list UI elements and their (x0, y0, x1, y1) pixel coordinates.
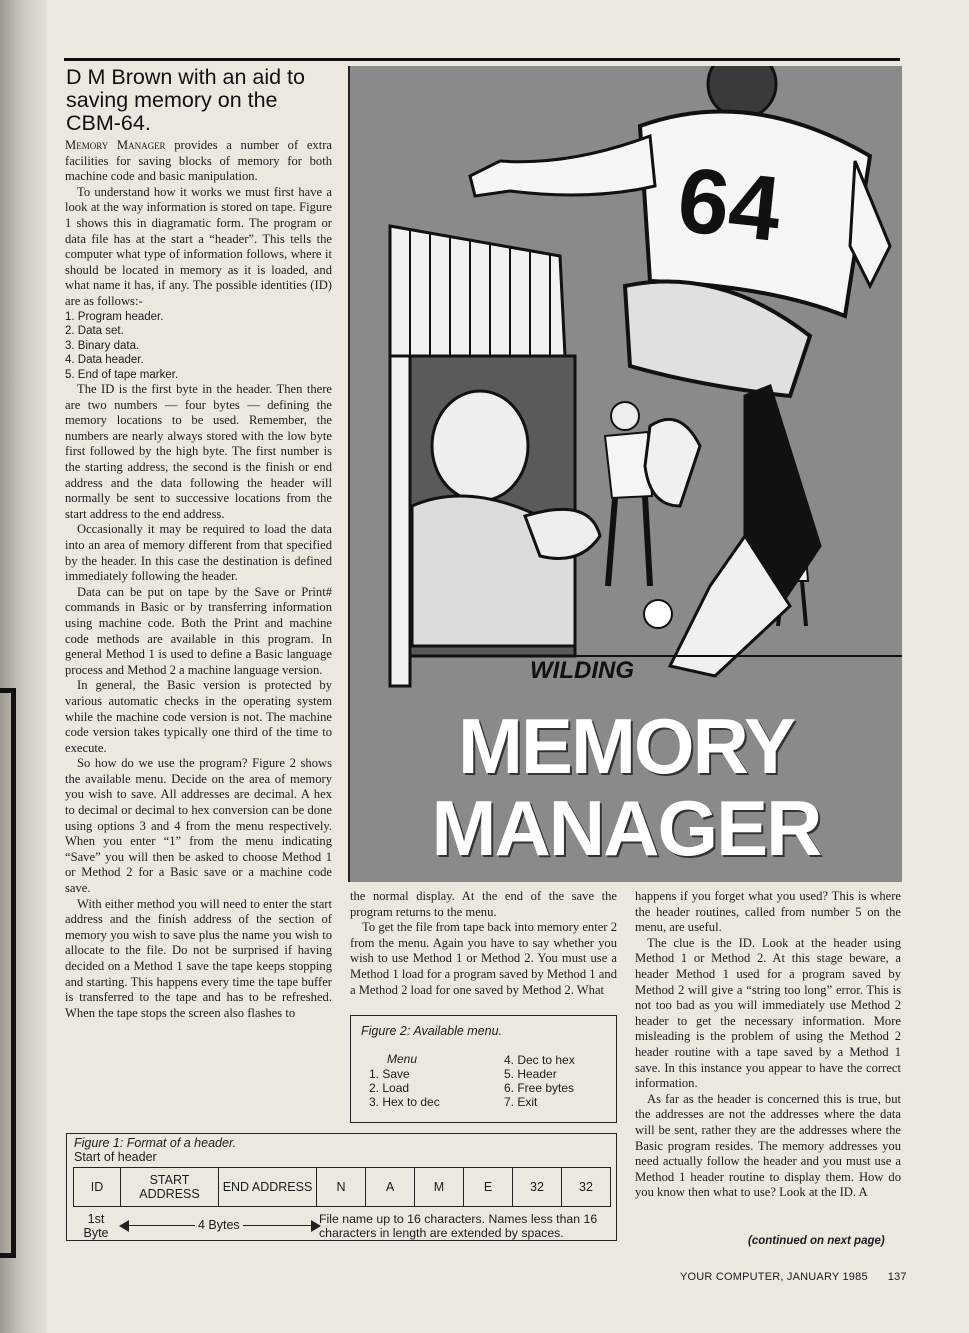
menu-item: 4. Dec to hex (504, 1053, 575, 1067)
menu-item: 3. Hex to dec (369, 1095, 440, 1109)
title-line-1: MEMORY (457, 702, 795, 790)
figure-2-menu (350, 1015, 617, 1123)
list-item: 1. Program header. (65, 310, 164, 323)
header-cell: N (317, 1168, 366, 1207)
adjacent-page-frame (0, 688, 16, 1258)
figure-subcaption: Start of header (74, 1150, 157, 1164)
header-cell: E (464, 1168, 513, 1207)
program-name: Memory Manager (65, 138, 166, 152)
headline: D M Brown with an aid to saving memory on the CBM-64. (66, 65, 305, 135)
menu-item: 2. Load (369, 1081, 410, 1095)
header-cell: END ADDRESS (219, 1168, 317, 1207)
header-cell: ID (74, 1168, 121, 1207)
title-line-2: MANAGER (431, 784, 821, 872)
figure-caption: Figure 1: Format of a header. (74, 1136, 237, 1150)
column-2 (350, 889, 617, 998)
paragraph: happens if you forget what you used? This is where the header routines, called from number 5 on the menu, are useful. (635, 889, 901, 935)
column-3 (635, 889, 901, 1201)
header-cell: M (415, 1168, 464, 1207)
artist-signature: WILDING (530, 657, 634, 684)
column-1 (65, 138, 332, 1021)
list-item: 3. Binary data. (65, 339, 140, 352)
publication-line: YOUR COMPUTER, JANUARY 1985 (680, 1271, 868, 1283)
list-item: 2. Data set. (65, 325, 124, 338)
paragraph: To get the file from tape back into memory enter 2 from the menu. Again you have to say whether you wish to use Method 1 or Method 2. You must use a Method 1 load for a program saved by Method 1 and a Method 2 load for one saved by Method 2. What (350, 920, 617, 997)
header-cell: A (366, 1168, 415, 1207)
list-item: 5. End of tape marker. (65, 368, 179, 381)
paragraph: To understand how it works we must first have a look at the way information is stored on tape. Figure 1 shows this in diagramatic form. The program or data file has at the start a “header”. This tells the computer what type of information follows, where it should be located in memory as it is loaded, and what name it has, if any. The possible identities (ID) are as follows:- (65, 184, 332, 308)
paragraph (65, 138, 332, 185)
arrow-left-icon (119, 1220, 129, 1232)
paragraph: Data can be put on tape by the Save or Print# commands in Basic or by transferring information using machine code. Both the Print and machine code methods are available in this program. In general Method 1 is used to define a Basic language process and Method 2 a machine language version. (65, 584, 332, 677)
paragraph: So how do we use the program? Figure 2 shows the available menu. Decide on the area of memory you wish to save. All addresses are decimal. A hex to decimal or decimal to hex conversion can be done using options 3 and 4 from the menu respectively. When you enter “1” from the menu indicating “Save” you will then be asked to choose Method 1 or Method 2 for a Basic save or a machine code save. (65, 756, 332, 896)
menu-heading: Menu (387, 1052, 418, 1066)
menu-item: 7. Exit (504, 1095, 538, 1109)
list-item: 4. Data header. (65, 354, 144, 367)
paragraph: the normal display. At the end of the save the program returns to the menu. (350, 889, 617, 919)
first-byte-label: 1st Byte (83, 1212, 109, 1240)
paragraph: In general, the Basic version is protected by various automatic checks in the operating system while the machine code version is not. The machine code version takes typically one third of the time to execute. (65, 678, 332, 755)
footballer-cartoon (350, 66, 902, 706)
header-cell: 32 (513, 1168, 562, 1207)
continued-note: (continued on next page) (748, 1235, 885, 1247)
top-rule (64, 58, 900, 61)
jersey-number: 64 (673, 148, 786, 261)
figure-caption: Figure 2: Available menu. (361, 1024, 503, 1038)
paragraph: With either method you will need to enter the start address and the finish address of the section of memory you wish to save plus the name you wish to allocate to the file. Do not be surprised if having decided on a Method 1 save the tape keeps stopping and starting. This happens every time the tape buffer is transferred to the tape and has to be refreshed. When the tape stops the screen also flashes to (65, 896, 332, 1020)
paragraph: As far as the header is concerned this is true, but the addresses are not the addresses where the data will be sent, rather they are the addresses where the Basic program resides. The memory addresses you need actually follow the header and you must use a Method 1 header routine to display them. How do you know then what to use? Look at the ID. A (635, 1091, 901, 1200)
menu-item: 5. Header (504, 1067, 557, 1081)
paragraph-text: provides a number of extra facilities for saving blocks of memory for both machine code and basic manipulation. (65, 138, 332, 184)
cartoon-illustration (348, 66, 902, 882)
id-list (65, 310, 332, 383)
four-bytes-label: 4 Bytes (195, 1218, 243, 1232)
page-number: 137 (887, 1271, 907, 1283)
paragraph: Occasionally it may be required to load the data into an area of memory different from that specified by the header. In this case the destination is defined immediately following the header. (65, 522, 332, 584)
menu-item: 6. Free bytes (504, 1081, 575, 1095)
paragraph: The ID is the first byte in the header. Then there are two numbers — four bytes — defining the memory locations to be used. Remember, the numbers are nearly always stored with the low byte first followed by the high byte. The first number is the starting address, the second is the finish or end address and the data following the header will normally be sent to successive locations from the start address to the end address. (65, 382, 332, 521)
figure-1-header-format (66, 1133, 617, 1241)
filename-note: File name up to 16 characters. Names less than 16 characters in length are extended by spaces. (319, 1212, 598, 1240)
header-cell: 32 (562, 1168, 611, 1207)
page-footer (680, 1271, 907, 1283)
header-cell: START ADDRESS (121, 1168, 219, 1207)
paragraph: The clue is the ID. Look at the header using Method 1 or Method 2. At this stage beware, a header Method 1 used for a program saved by Method 2 will give a “string too long” error. This is not too bad as you will immediately use Method 2 header to get the necessary information. More misleading is the problem of using the Method 2 header routine with a tape saved by a Method 1 save. In this instance you appear to have the correct information. (635, 935, 901, 1091)
header-format-table (73, 1167, 611, 1207)
menu-item: 1. Save (369, 1067, 410, 1081)
